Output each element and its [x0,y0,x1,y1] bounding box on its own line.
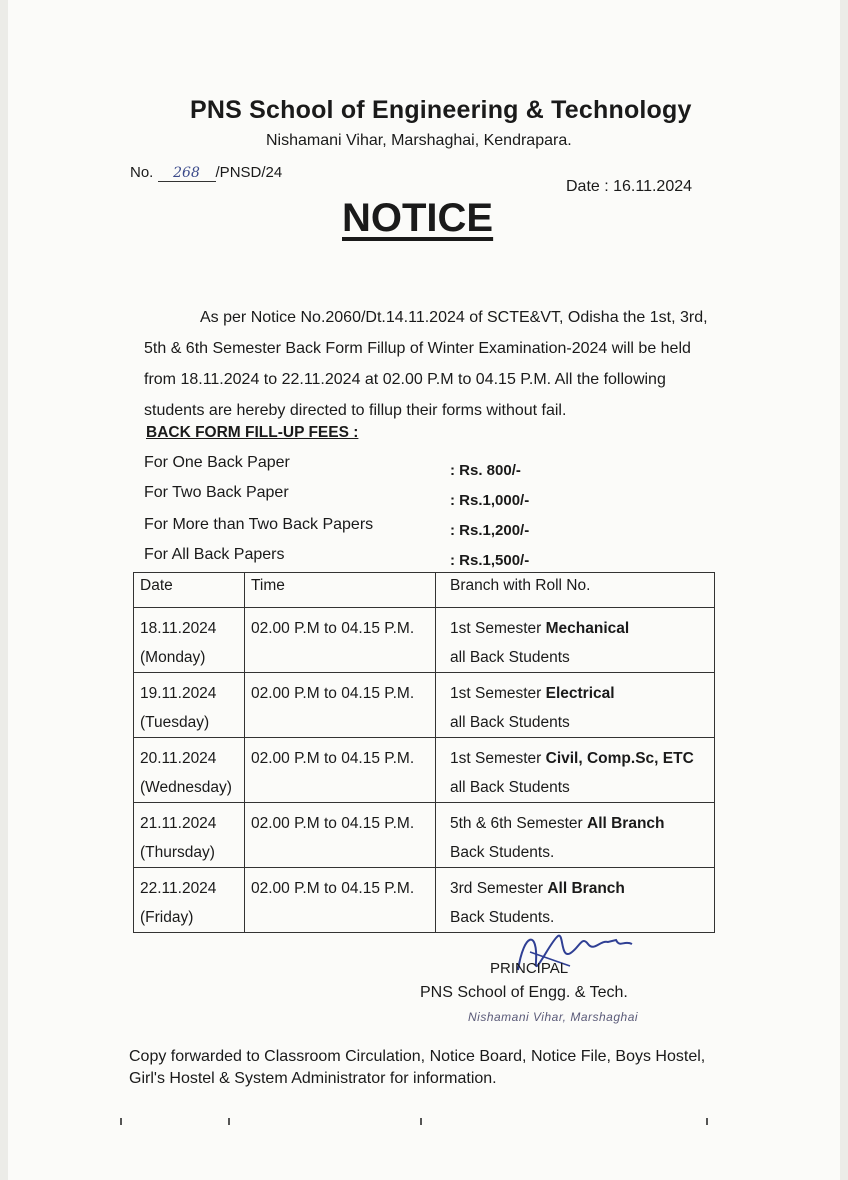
fee-label: For More than Two Back Papers [144,516,374,533]
row-branch-line [450,874,714,903]
schedule-header-row [134,573,715,608]
edge-mark [120,1118,122,1125]
row-branch-cell [436,608,715,673]
row-branch: Electrical [545,685,615,702]
fee-value: : Rs.1,000/- [450,492,530,509]
row-branch: All Branch [587,815,665,832]
header-branch: Branch with Roll No. [436,573,715,608]
table-row [134,803,715,868]
fee-label: For Two Back Paper [144,484,289,501]
row-day: (Friday) [140,909,194,926]
notice-paragraph-text: As per Notice No.2060/Dt.14.11.2024 of SCTE&VT, Odisha the 1st, 3rd, 5th & 6th Semester Back Form Fillup of Winter Examination-2024 will be held from 18.11.2024 to 22.11.2024 at 02.00 P.M to 04.15 P.M. All the following students are hereby directed to fillup their forms without fail. [144,309,708,419]
ref-suffix: /PNSD/24 [215,164,283,181]
notice-title: NOTICE [342,196,494,240]
row-branch: Mechanical [545,620,630,637]
ref-prefix: No. [130,164,154,181]
row-date: 20.11.2024 [140,750,217,767]
fee-value: : Rs.1,200/- [450,522,530,539]
row-branch-cell [436,673,715,738]
row-branch-line [450,744,714,773]
school-address: Nishamani Vihar, Marshaghai, Kendrapara. [266,132,572,149]
table-row [134,608,715,673]
header-time: Time [245,573,436,608]
school-stamp: Nishamani Vihar, Marshaghai [468,1010,639,1024]
row-date: 21.11.2024 [140,815,217,832]
row-time: 02.00 P.M to 04.15 P.M. [245,803,436,868]
row-branch-line [450,614,714,643]
row-semester: 5th & 6th Semester [450,815,587,832]
header-date: Date [134,573,245,608]
row-time: 02.00 P.M to 04.15 P.M. [245,868,436,933]
school-name: PNS School of Engineering & Technology [190,96,692,124]
row-detail: all Back Students [450,779,570,796]
row-day: (Tuesday) [140,714,210,731]
edge-mark [706,1118,708,1125]
notice-paragraph [144,302,724,426]
row-date: 19.11.2024 [140,685,217,702]
row-branch: All Branch [547,880,625,897]
row-branch-cell [436,738,715,803]
row-date-cell [134,803,245,868]
fees-heading: BACK FORM FILL-UP FEES : [146,424,359,441]
row-date: 22.11.2024 [140,880,217,897]
ref-handwritten-number: 268 [158,165,216,182]
row-time: 02.00 P.M to 04.15 P.M. [245,738,436,803]
edge-mark [420,1118,422,1125]
fee-value: : Rs. 800/- [450,462,521,479]
row-branch-line [450,809,714,838]
row-detail: Back Students. [450,909,555,926]
table-row [134,738,715,803]
fee-label: For All Back Papers [144,546,285,563]
row-detail: all Back Students [450,714,570,731]
table-row [134,673,715,738]
row-time: 02.00 P.M to 04.15 P.M. [245,673,436,738]
row-semester: 3rd Semester [450,880,548,897]
row-day: (Thursday) [140,844,215,861]
row-day: (Monday) [140,649,206,666]
row-time: 02.00 P.M to 04.15 P.M. [245,608,436,673]
row-day: (Wednesday) [140,779,232,796]
notice-date: Date : 16.11.2024 [566,178,693,195]
row-branch: Civil, Comp.Sc, ETC [545,750,694,767]
fee-label: For One Back Paper [144,454,290,471]
row-date-cell [134,738,245,803]
row-branch-line [450,679,714,708]
row-detail: all Back Students [450,649,570,666]
row-detail: Back Students. [450,844,555,861]
fee-value: : Rs.1,500/- [450,552,530,569]
edge-mark [228,1118,230,1125]
schedule-table [133,572,715,933]
row-branch-cell [436,803,715,868]
principal-school: PNS School of Engg. & Tech. [420,984,628,1001]
row-date: 18.11.2024 [140,620,217,637]
row-date-cell [134,868,245,933]
row-date-cell [134,673,245,738]
row-date-cell [134,608,245,673]
row-semester: 1st Semester [450,750,546,767]
row-semester: 1st Semester [450,620,546,637]
copy-forwarded: Copy forwarded to Classroom Circulation, Notice Board, Notice File, Boys Hostel, Girl's Hostel & System Administrator for information. [129,1048,706,1087]
row-semester: 1st Semester [450,685,546,702]
reference-number [130,164,282,182]
principal-designation: PRINCIPAL [490,960,569,977]
